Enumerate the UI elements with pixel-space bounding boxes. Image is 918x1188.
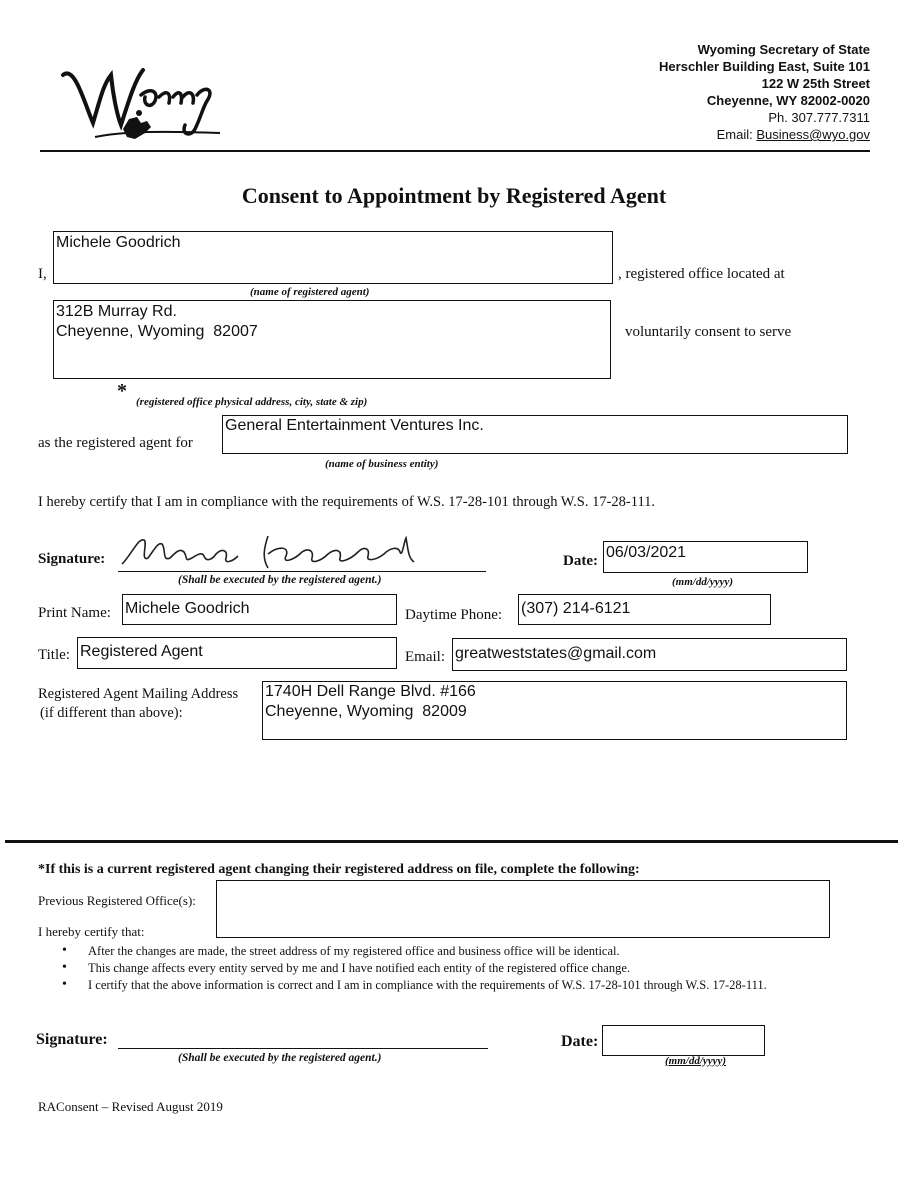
date-field-2[interactable] [602, 1025, 765, 1056]
daytime-phone-field[interactable] [518, 594, 771, 625]
certify-statement: I hereby certify that I am in compliance with the requirements of W.S. 17-28-101 through W.S. 17-28-111. [38, 494, 656, 510]
previous-office-field[interactable] [216, 880, 830, 938]
email-label: Email: [405, 649, 445, 665]
email-value: greatweststates@gmail.com [455, 645, 657, 662]
office-address-note: (registered office physical address, city, state & zip) [136, 396, 368, 408]
signature-label: Signature: [38, 551, 106, 567]
bucking-horse-icon [55, 45, 230, 155]
certify-bullet-1: • After the changes are made, the street address of my registered office and business office will be identical. [62, 943, 802, 959]
business-entity-value: General Entertainment Ventures Inc. [225, 417, 484, 434]
date-note-2: (mm/dd/yyyy) [665, 1055, 727, 1067]
office-line-2: Herschler Building East, Suite 101 [659, 59, 870, 74]
agent-name-value: Michele Goodrich [56, 234, 181, 251]
office-address-block [659, 41, 870, 143]
office-email-link[interactable]: Business@wyo.gov [756, 127, 870, 142]
print-name-value: Michele Goodrich [125, 600, 250, 617]
office-phone: Ph. 307.777.7311 [768, 110, 870, 125]
date-label-2: Date: [561, 1033, 599, 1050]
mailing-address-label: Registered Agent Mailing Address [38, 686, 239, 702]
change-address-heading: *If this is a current registered agent changing their registered address on file, complete the following: [38, 862, 640, 877]
print-name-label: Print Name: [38, 605, 111, 621]
office-line-1: Wyoming Secretary of State [697, 42, 870, 57]
daytime-phone-label: Daytime Phone: [405, 607, 503, 623]
section-divider [5, 840, 898, 843]
date-label: Date: [563, 553, 598, 569]
mailing-address-sublabel: (if different than above): [40, 705, 183, 721]
date-field[interactable] [603, 541, 808, 573]
signature-label-2: Signature: [36, 1031, 108, 1048]
title-label: Title: [38, 647, 70, 663]
agent-name-note: (name of registered agent) [250, 286, 370, 298]
business-entity-note: (name of business entity) [325, 458, 439, 470]
agent-name-field[interactable] [53, 231, 613, 284]
office-email [659, 126, 870, 143]
certify-bullet-list [62, 943, 802, 994]
previous-office-label: Previous Registered Office(s): [38, 893, 196, 908]
certify-bullet-3: • I certify that the above information is correct and I am in compliance with the requirements of W.S. 17-28-101 through W.S. 17-28-111. [62, 977, 802, 993]
office-address-value: 312B Murray Rd. Cheyenne, Wyoming 82007 [56, 303, 258, 340]
mailing-address-value: 1740H Dell Range Blvd. #166 Cheyenne, Wyoming 82009 [265, 683, 476, 720]
asterisk-mark: * [117, 380, 127, 402]
agent-for-label: as the registered agent for [38, 435, 193, 451]
mailing-address-field[interactable] [262, 681, 847, 740]
voluntarily-label: voluntarily consent to serve [625, 324, 792, 340]
office-address-field[interactable] [53, 300, 611, 379]
header-rule [40, 150, 870, 152]
handwritten-signature-icon [118, 528, 486, 572]
certify-bullet-2: • This change affects every entity served by me and I have notified each entity of the registered office change. [62, 960, 802, 976]
date-value: 06/03/2021 [606, 544, 687, 561]
print-name-field[interactable] [122, 594, 397, 625]
daytime-phone-value: (307) 214-6121 [521, 600, 631, 617]
office-located-label: , registered office located at [618, 266, 785, 282]
title-field[interactable] [77, 637, 397, 669]
office-email-label: Email: [716, 127, 757, 142]
office-line-4: Cheyenne, WY 82002-0020 [706, 93, 870, 108]
certify-that-label: I hereby certify that: [38, 924, 145, 939]
date-note: (mm/dd/yyyy) [672, 576, 734, 588]
signature-field[interactable] [118, 528, 486, 572]
form-title: Consent to Appointment by Registered Agent [241, 183, 667, 208]
office-line-3: 122 W 25th Street [761, 76, 870, 91]
signature-note-2: (Shall be executed by the registered agent.) [178, 1052, 382, 1064]
revision-footer: RAConsent – Revised August 2019 [38, 1099, 223, 1114]
signature-line-2[interactable] [118, 1048, 488, 1049]
business-entity-field[interactable] [222, 415, 848, 454]
email-field[interactable] [452, 638, 847, 671]
title-value: Registered Agent [80, 643, 203, 660]
wyoming-logo [55, 45, 230, 155]
signature-line [118, 571, 486, 572]
signature-note: (Shall be executed by the registered agent.) [178, 574, 382, 586]
i-label: I, [38, 266, 47, 282]
